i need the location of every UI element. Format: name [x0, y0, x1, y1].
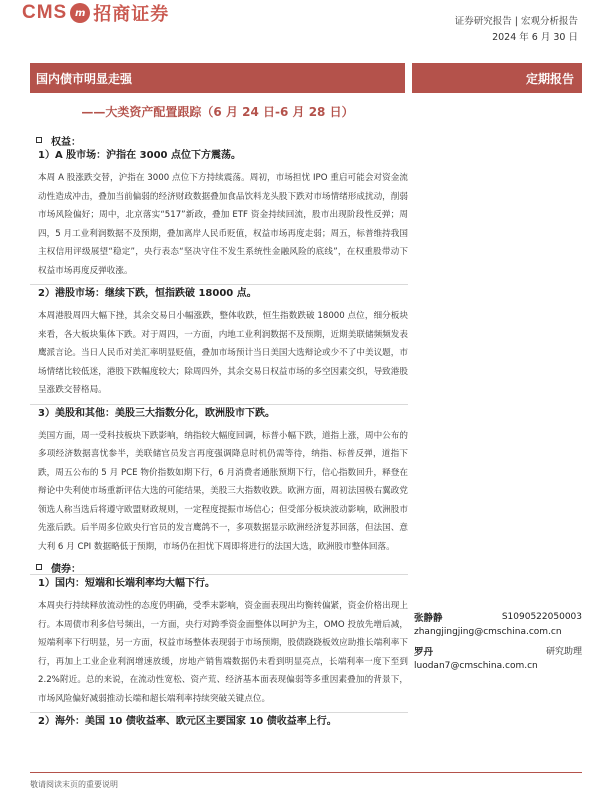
paragraph-hk: 本周港股周四大幅下挫，其余交易日小幅涨跌，整体收跌，恒生指数跌破 18000 点位，细分板块来看，各大板块集体下跌。对于周四，一方面，内地工业利润数据不及预期，近期美联储频频发表鹰派言论。当日人民币对美汇率明显贬值，叠加市场预计当日美国大选辩论或少不了中美议题，市场情绪比较低迷，港股下跌幅度较大；除周四外，其余交易日权益市场的多空因素交织，导致港股呈涨跌交替格局。 [38, 311, 408, 395]
subsection-heading-domestic-bonds: 1）国内：短端和长端利率均大幅下行。 [30, 574, 408, 593]
analyst-info [414, 609, 582, 673]
footer-note: 敬请阅读末页的重要说明 [30, 780, 118, 789]
report-date: 2024 年 6 月 30 日 [492, 32, 578, 43]
section-heading-bonds [30, 560, 408, 574]
analyst-email[interactable]: luodan7@cmschina.com.cn [414, 660, 538, 671]
subsection-heading-a-share: 1）A 股市场：沪指在 3000 点位下方震荡。 [38, 150, 241, 161]
report-type: 证券研究报告 | 宏观分析报告 [454, 16, 578, 27]
report-category-banner [412, 63, 582, 93]
subsection-heading-overseas-bonds: 2）海外：美国 10 债收益率、欧元区主要国家 10 债收益率上行。 [30, 712, 408, 731]
subsection-heading-us: 3）美股和其他：美股三大指数分化，欧洲股市下跌。 [30, 404, 408, 423]
section-heading-equity [30, 133, 408, 147]
company-logo [22, 0, 169, 26]
logo-text-cn: 招商证券 [93, 4, 170, 25]
footer-divider [30, 772, 582, 773]
section-heading-text: 权益： [51, 136, 81, 148]
analyst-row [414, 643, 582, 658]
paragraph-a-share: 本周 A 股涨跌交替，沪指在 3000 点位下方持续震荡。周初，市场担忧 IPO 重启可能会对资金流动性造成冲击，叠加当前偏弱的经济财政数据叠加食品饮料龙头股下跌对市场情绪形成扰动，削弱市场风险偏好；周中，北京落实“517”新政，叠加 ETF 资金持续回流，股市出现阶段性反弹；周四，5 月工业利润数据不及预期，叠加离岸人民币贬值，权益市场再度走弱；周五，标普维持我国主权信用评级展望“稳定”，央行表态“坚决守住不发生系统性金融风险的底线”，在权重股带动下权益市场再度反弹收涨。 [38, 173, 408, 276]
main-content [30, 133, 408, 731]
section-heading-text: 债券： [51, 563, 81, 575]
report-subtitle: ——大类资产配置跟踪（6 月 24 日-6 月 28 日） [81, 105, 354, 119]
square-bullet-icon [36, 564, 42, 570]
analyst-id: S1090522050003 [501, 611, 582, 622]
paragraph-domestic-bonds: 本周央行持续释放流动性的态度仍明确，受季末影响，资金面表现出均衡转偏紧，资金价格出现上行。本周债市利多信号频出，一方面，央行对跨季资金面整体以呵护为主，OMO 投放先增后减，短端利率下行明显，另一方面，权益市场整体表现弱于市场预期，股债跷跷板效应助推长端利率下行，再加上工业企业利润增速放缓，房地产销售端数据仍未看到明显亮点，长端利率一度下至到 2.2%附近。总的来说，在流动性宽松、资产荒、经济基本面表现偏弱等多重因素叠加的背景下，市场风险偏好减弱推动长端和超长端利率持续突破关键点位。 [38, 601, 408, 704]
analyst-role: 研究助理 [545, 647, 582, 657]
logo-emblem-icon: m [70, 3, 90, 23]
paragraph-us: 美国方面，周一受科技板块下跌影响，纳指较大幅度回调，标普小幅下跌，道指上涨，周中公布的多项经济数据喜忧参半，美联储官员发言再度强调降息时机仍需等待，纳指、标普反弹，道指下跌，周五公布的 5 月 PCE 物价指数如期下行，6 月消费者通胀预期下行，信心指数回升，释登在辩论中失利使市场重新评估大选的可能结果，美股三大指数收跌。欧洲方面，周初法国极右翼政党领选人称当选后将遵守欧盟财政规则，一定程度提振市场信心；但受部分板块波动影响，欧洲股市先涨后跌。后半周多位欧央行官员的发言鹰鸽不一，多项数据显示欧洲经济复苏回落，但法国、意大利 6 月 CPI 数据略低于预期，市场仍在担忧下周即将进行的法国大选，欧洲股市整体回落。 [38, 430, 408, 552]
analyst-email[interactable]: zhangjingjing@cmschina.com.cn [414, 626, 562, 637]
logo-text-en: CMS [22, 2, 68, 23]
analyst-name: 罗丹 [414, 646, 434, 658]
report-title: 国内债市明显走强 [36, 71, 133, 86]
analyst-row [414, 609, 582, 624]
report-category: 定期报告 [525, 71, 574, 86]
square-bullet-icon [36, 137, 42, 143]
subsection-heading-hk: 2）港股市场：继续下跌，恒指跌破 18000 点。 [30, 284, 408, 303]
report-title-banner [30, 63, 405, 93]
analyst-name: 张静静 [414, 612, 443, 624]
